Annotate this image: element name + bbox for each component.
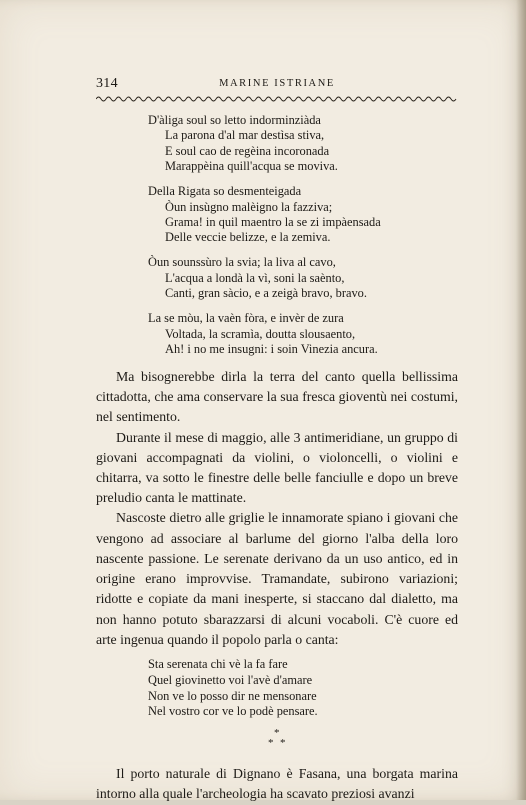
body-paragraph: Ma bisognerebbe dirla la terra del canto quella bellissima cittadotta, che ama conservare la sua fresca gioventù nei costumi, nel sentimento.	[96, 369, 458, 425]
poem-line: L'acqua a londà la vì, soni la saènto,	[165, 270, 345, 285]
poem-line: Òun insùgno malèigno la fazziva;	[165, 199, 333, 214]
serenata-line: Quel giovinetto voi l'avè d'amare	[148, 672, 313, 687]
poem-line: Ah! i no me insugni: i soin Vinezia ancura.	[165, 342, 378, 357]
poem-line: Grama! in quil maentro la se zi impàensada	[165, 215, 381, 230]
poem-line: Òun sounssùro la svia; la liva al cavo,	[148, 255, 336, 270]
body-paragraph: Nascoste dietro alle griglie le innamorate spiano i giovani che vengono ad associare al barlume del giorno l'alba della loro nascente passione. Le serenate derivano da un uso antico, ed in origine erano improvvise. Tramandate, subirono variazioni; ridotte e copiate da mani inesperte, si staccano dal dialetto, ma non hanno potuto sbarazzarsi di alcuni vocaboli. C'è cuore ed arte ingenua quando il popolo parla o canta:	[96, 510, 458, 647]
poem-line: Voltada, la scramìa, doutta slousaento,	[165, 326, 356, 341]
poem-line: Marappèina quill'acqua se moviva.	[165, 159, 338, 174]
running-head	[96, 76, 458, 94]
poem-stanza-2	[96, 184, 458, 246]
poem-line: La se mòu, la vaèn fòra, e invèr de zura	[148, 311, 344, 326]
poem-stanza-1	[96, 113, 458, 175]
page-edge-shadow	[516, 0, 526, 800]
serenata-line: Sta serenata chi vè la fa fare	[148, 656, 288, 671]
poem-line: Canti, gran sàcio, e a zeigà bravo, bravo.	[165, 286, 367, 301]
body-paragraph: Durante il mese di maggio, alle 3 antimeridiane, un gruppo di giovani accompagnati da violini, o violoncelli, o violini e chitarra, va sotto le finestre delle belle fanciulle e dopo un breve preludio canta le mattinate.	[96, 429, 458, 506]
running-title: MARINE ISTRIANE	[219, 78, 335, 89]
serenata-line: Nel vostro cor ve lo podè pensare.	[148, 704, 318, 719]
poem-line: Della Rigata so desmenteigada	[148, 184, 302, 199]
poem-line: Delle veccie belizze, e la zemiva.	[165, 230, 331, 245]
poem-stanza-4	[96, 311, 458, 357]
serenata-line: Non ve lo posso dir ne mensonare	[148, 688, 317, 703]
closing-paragraph: Il porto naturale di Dignano è Fasana, una borgata marina intorno alla quale l'archeologia ha scavato preziosi avanzi	[96, 766, 458, 802]
poem-stanza-3	[96, 255, 458, 301]
poem-line: La parona d'al mar destìsa stiva,	[165, 128, 325, 143]
serenata-verse	[96, 657, 458, 720]
poem-line: E soul cao de regèina incoronada	[165, 143, 330, 158]
section-asterism	[96, 728, 458, 754]
page-text	[96, 113, 458, 805]
asterism-star: *	[268, 737, 274, 750]
asterism-star: *	[274, 727, 280, 740]
asterism-star: *	[280, 737, 286, 750]
poem-line: D'àliga soul so letto indorminziàda	[148, 113, 321, 127]
ornamental-wave-rule	[96, 95, 458, 103]
page-number: 314	[96, 76, 118, 91]
